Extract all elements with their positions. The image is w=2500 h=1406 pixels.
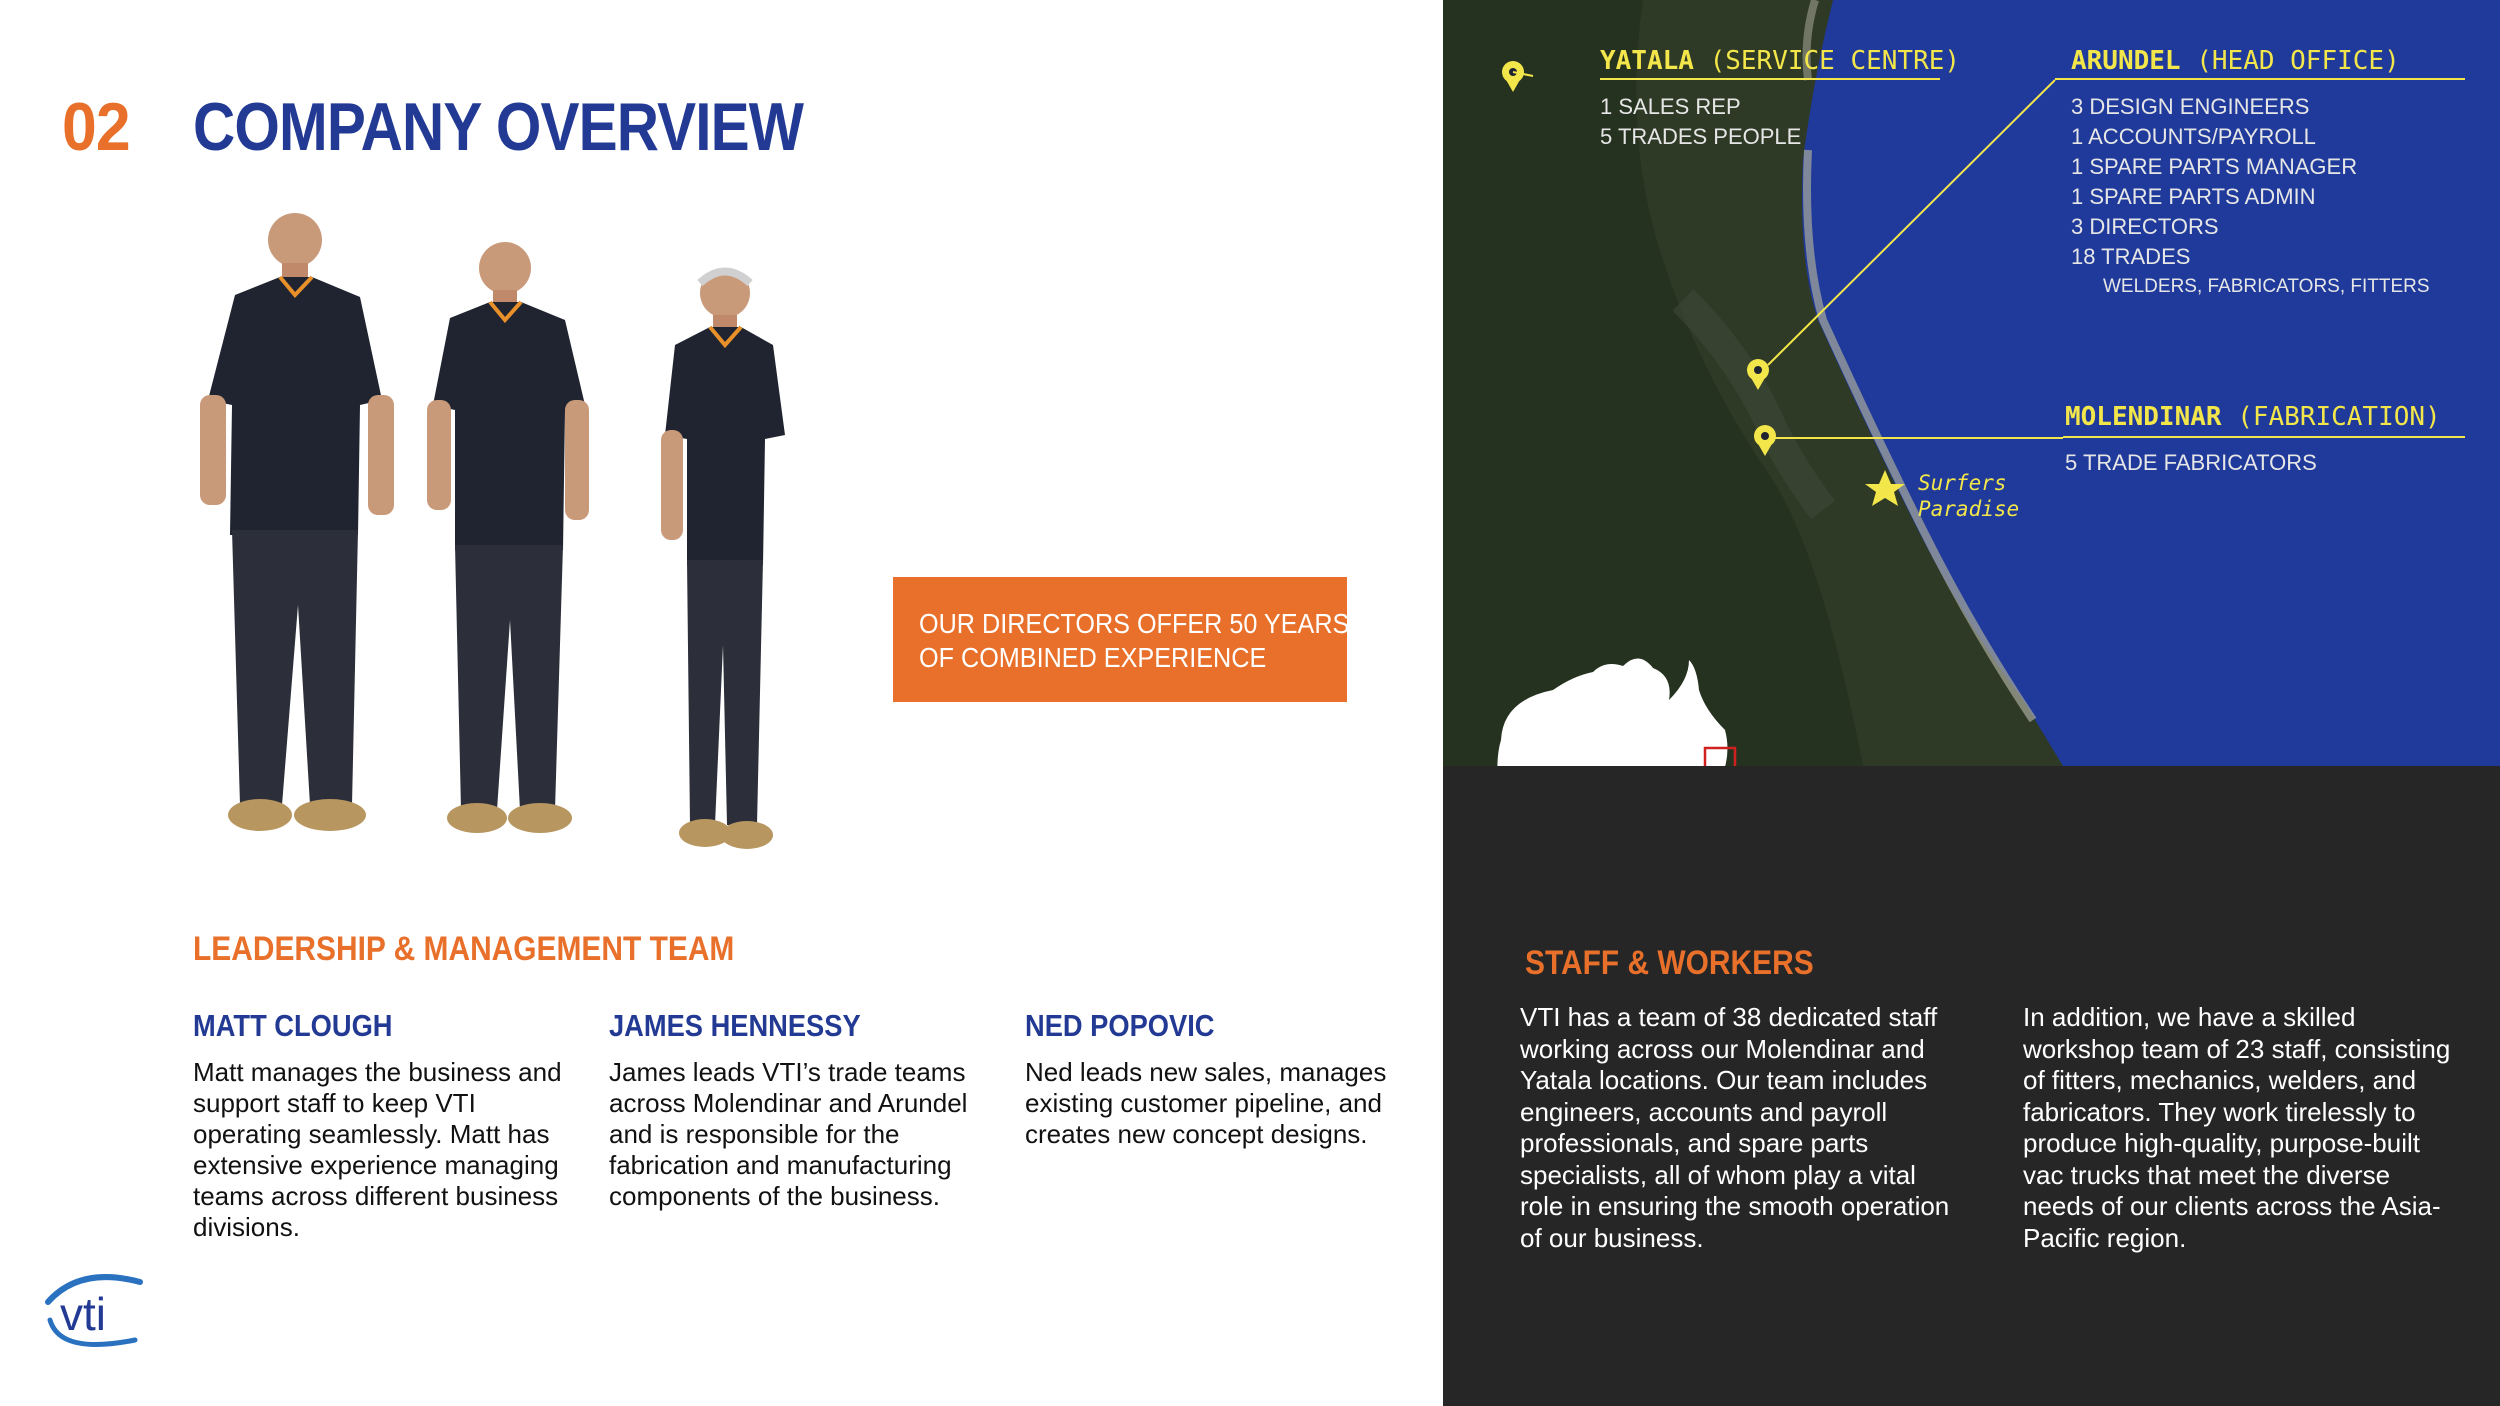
vti-logo-icon <box>40 1260 150 1360</box>
callout-line-2: OF COMBINED EXPERIENCE <box>919 642 1267 673</box>
leadership-heading: LEADERSHIP & MANAGEMENT TEAM <box>193 930 735 968</box>
surfers-paradise-label: Surfers Paradise <box>1918 471 2020 521</box>
location-map <box>1443 0 2500 766</box>
person-name-ned: NED POPOVIC <box>1025 1008 1215 1043</box>
location-molendinar: MOLENDINAR (FABRICATION) <box>2065 402 2441 432</box>
staff-paragraph-2: In addition, we have a skilled workshop team of 23 staff, consisting of fitters, mechanics, welders, and fabricators. They work tirelessly to produce high-quality, purpose-built vac trucks that meet the diverse needs of our clients across the Asia-Pacific region. <box>2023 1002 2451 1253</box>
divider <box>1600 78 1940 80</box>
person-bio-ned: Ned leads new sales, manages existing customer pipeline, and creates new concept designs. <box>1025 1057 1387 1149</box>
page-title: COMPANY OVERVIEW <box>193 89 804 165</box>
staff-paragraph-1: VTI has a team of 38 dedicated staff working across our Molendinar and Yatala locations. Our team includes engineers, accounts and payroll professionals, and spare parts specialists, all of whom play a vital role in ensuring the smooth operation of our business. <box>1520 1002 1950 1253</box>
location-yatala: YATALA (SERVICE CENTRE) <box>1600 46 1961 76</box>
divider <box>2055 78 2465 80</box>
person-name-matt: MATT CLOUGH <box>193 1008 393 1043</box>
logo-text: vti <box>60 1288 106 1340</box>
arundel-staff-list: 3 DESIGN ENGINEERS 1 ACCOUNTS/PAYROLL 1 SPARE PARTS MANAGER 1 SPARE PARTS ADMIN 3 DIRECTORS 18 TRADES WELDERS, FABRICATORS, FITTERS <box>2071 94 2430 297</box>
molendinar-staff-list: 5 TRADE FABRICATORS <box>2065 450 2317 475</box>
callout-line-1: OUR DIRECTORS OFFER 50 YEARS <box>919 608 1350 639</box>
person-bio-matt: Matt manages the business and support staff to keep VTI operating seamlessly. Matt has extensive experience managing teams across different business divisions. <box>193 1057 562 1242</box>
right-panel <box>1443 0 2500 1406</box>
director-figure-2 <box>427 242 589 833</box>
staff-heading: STAFF & WORKERS <box>1525 944 1814 982</box>
person-bio-james: James leads VTI’s trade teams across Molendinar and Arundel and is responsible for the fabrication and manufacturing components of the business. <box>609 1057 968 1211</box>
person-name-james: JAMES HENNESSY <box>609 1008 861 1043</box>
divider <box>2063 436 2465 438</box>
location-arundel: ARUNDEL (HEAD OFFICE) <box>2071 46 2400 76</box>
yatala-staff-list: 1 SALES REP 5 TRADES PEOPLE <box>1600 94 1802 149</box>
director-figure-1 <box>200 213 394 831</box>
section-number: 02 <box>62 89 130 165</box>
director-figure-3 <box>661 268 785 849</box>
experience-callout <box>893 577 1350 702</box>
directors-photo <box>160 205 950 895</box>
